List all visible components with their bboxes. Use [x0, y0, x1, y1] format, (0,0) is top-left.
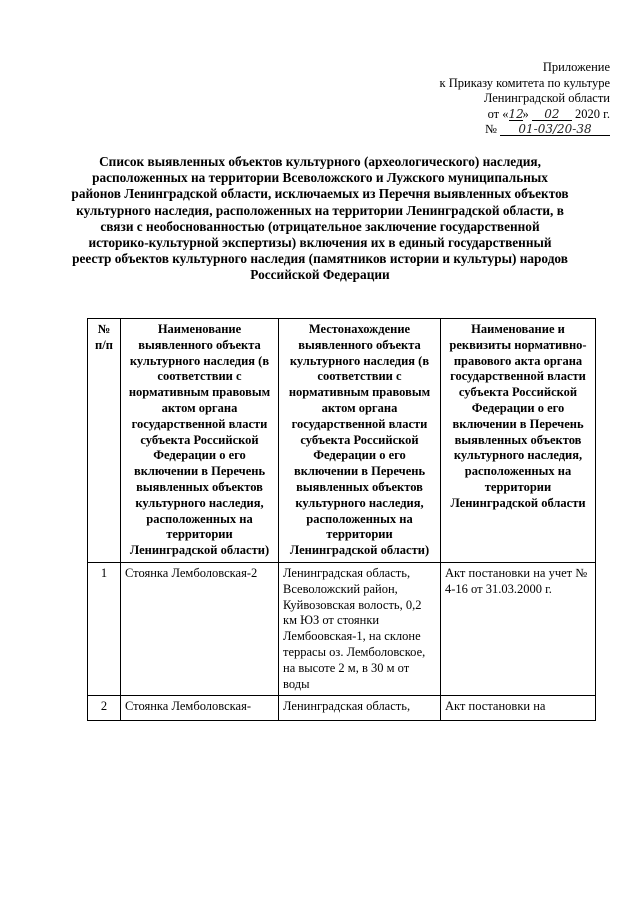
- date-month-handwritten: 02: [532, 108, 572, 121]
- row-location: Ленинградская область,: [279, 696, 441, 721]
- order-number-handwritten: 01-03/20-38: [500, 123, 610, 136]
- appendix-label: Приложение: [542, 60, 610, 74]
- document-title: Список выявленных объектов культурного (археологического) наследия, расположенных на территории Всеволожского и Лужского муниципальных районов Ленинградской области, исключаемых из Перечня выявленных объектов культурного наследия, расположенных на территории Ленинградской области, в связи с необоснованностью (отрицательное заключение государственной историко-культурной экспертизы) включения их в единый государственный реестр объектов культурного наследия (памятников истории и культуры) народов Российской Федерации: [71, 154, 569, 283]
- appendix-order-reference: к Приказу комитета по культуре: [439, 75, 610, 90]
- row-legal-act: Акт постановки на учет № 4-16 от 31.03.2000 г.: [441, 562, 596, 695]
- appendix-number: № 01-03/20-38: [410, 122, 610, 138]
- row-number: 2: [88, 696, 121, 721]
- row-object-name: Стоянка Лемболовская-2: [121, 562, 279, 695]
- header-legal-act: Наименование и реквизиты нормативно-правового акта органа государственной власти субъекта Российской Федерации о его включении в Перечень выявленных объектов культурного наследия, расположенных на территории Ленинградской области: [441, 319, 596, 563]
- table-header-row: [88, 319, 596, 563]
- header-number: № п/п: [88, 319, 121, 563]
- appendix-block: [410, 60, 610, 138]
- header-location: Местонахождение выявленного объекта культурного наследия (в соответствии с нормативным правовым актом органа государственной власти субъекта Российской Федерации о его включении в Перечень выявленных объектов культурного наследия, расположенных на территории Ленинградской области): [279, 319, 441, 563]
- table-row: [88, 696, 596, 721]
- row-number: 1: [88, 562, 121, 695]
- appendix-date: от «12» 02 2020 г.: [487, 106, 610, 121]
- appendix-region: Ленинградской области: [483, 91, 610, 105]
- header-object-name: Наименование выявленного объекта культурного наследия (в соответствии с нормативным правовым актом органа государственной власти субъекта Российской Федерации о его включении в Перечень выявленных объектов культурного наследия, расположенных на территории Ленинградской области): [121, 319, 279, 563]
- date-day-handwritten: 12: [508, 106, 524, 121]
- table-row: [88, 562, 596, 695]
- row-location: Ленинградская область, Всеволожский район, Куйвозовская волость, 0,2 км ЮЗ от стоянки Лембоовская-1, на склоне террасы оз. Лемболовское, на высоте 2 м, в 30 м от воды: [279, 562, 441, 695]
- row-legal-act: Акт постановки на: [441, 696, 596, 721]
- objects-table: [87, 318, 596, 721]
- row-object-name: Стоянка Лемболовская-: [121, 696, 279, 721]
